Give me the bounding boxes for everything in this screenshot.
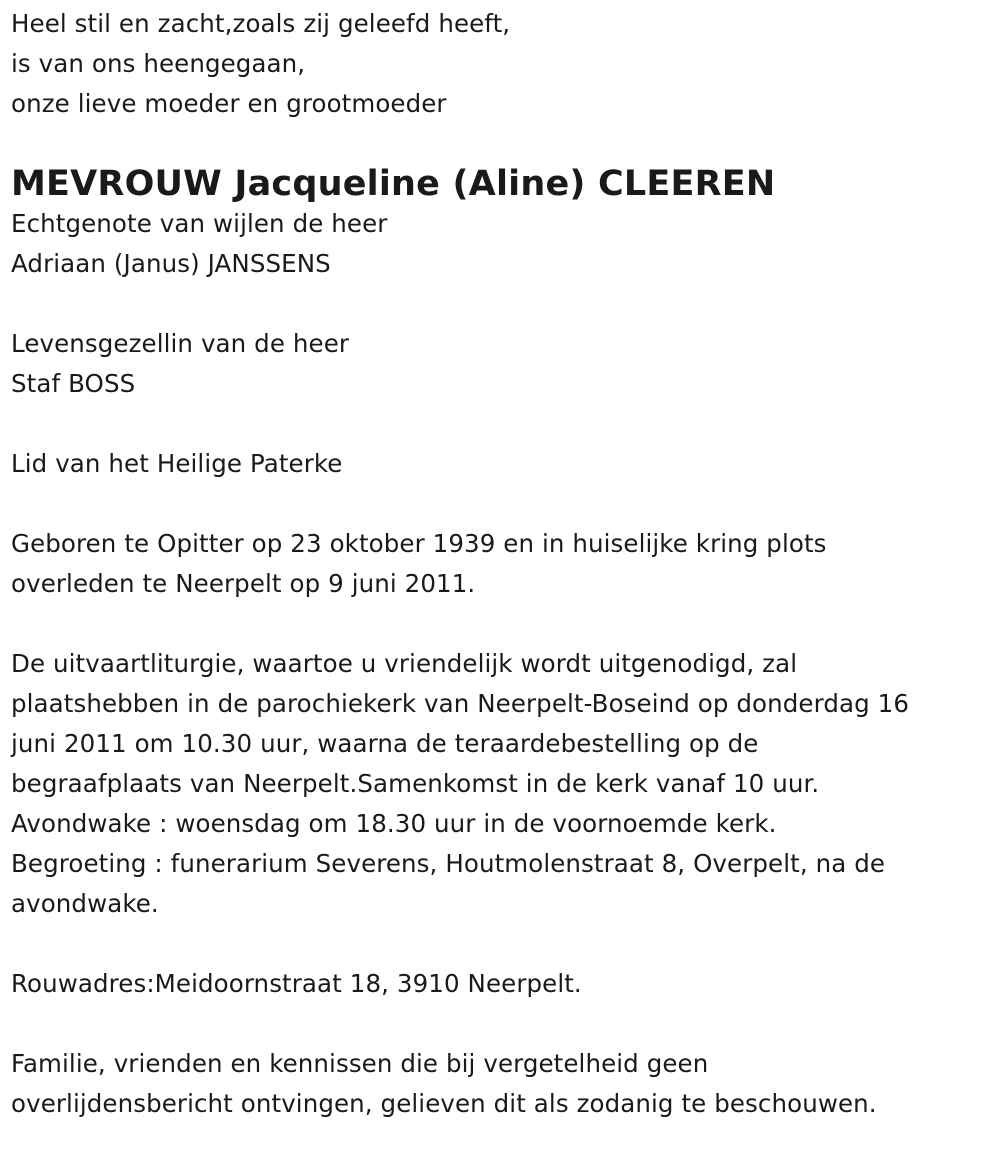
intro-section <box>11 4 986 124</box>
funeral-line: Begroeting : funerarium Severens, Houtmolenstraat 8, Overpelt, na de <box>11 849 886 878</box>
mourning-address: Rouwadres:Meidoornstraat 18, 3910 Neerpelt. <box>11 969 582 998</box>
partner-line: Staf BOSS <box>11 369 136 398</box>
intro-line: is van ons heengegaan, <box>11 49 306 78</box>
spouse-line: Adriaan (Janus) JANSSENS <box>11 249 331 278</box>
funeral-line: avondwake. <box>11 889 159 918</box>
funeral-line: Avondwake : woensdag om 18.30 uur in de voornoemde kerk. <box>11 809 777 838</box>
partner-line: Levensgezellin van de heer <box>11 329 350 358</box>
obituary-notice <box>11 4 986 1124</box>
membership-line: Lid van het Heilige Paterke <box>11 449 343 478</box>
closing-line: overlijdensbericht ontvingen, gelieven dit als zodanig te beschouwen. <box>11 1089 877 1118</box>
birth-death-section <box>11 524 986 604</box>
birth-death-line: overleden te Neerpelt op 9 juni 2011. <box>11 569 476 598</box>
closing-section <box>11 1044 986 1124</box>
funeral-line: De uitvaartliturgie, waartoe u vriendelijk wordt uitgenodigd, zal <box>11 649 798 678</box>
funeral-line: plaatshebben in de parochiekerk van Neerpelt-Boseind op donderdag 16 <box>11 689 910 718</box>
partner-section <box>11 324 986 404</box>
intro-line: onze lieve moeder en grootmoeder <box>11 89 447 118</box>
intro-line: Heel stil en zacht,zoals zij geleefd heeft, <box>11 9 511 38</box>
funeral-line: begraafplaats van Neerpelt.Samenkomst in de kerk vanaf 10 uur. <box>11 769 820 798</box>
spouse-section <box>11 204 986 284</box>
spouse-line: Echtgenote van wijlen de heer <box>11 209 388 238</box>
birth-death-line: Geboren te Opitter op 23 oktober 1939 en in huiselijke kring plots <box>11 529 827 558</box>
funeral-line: juni 2011 om 10.30 uur, waarna de teraardebestelling op de <box>11 729 759 758</box>
deceased-name: MEVROUW Jacqueline (Aline) CLEEREN <box>11 164 776 204</box>
funeral-section <box>11 644 986 924</box>
closing-line: Familie, vrienden en kennissen die bij vergetelheid geen <box>11 1049 709 1078</box>
